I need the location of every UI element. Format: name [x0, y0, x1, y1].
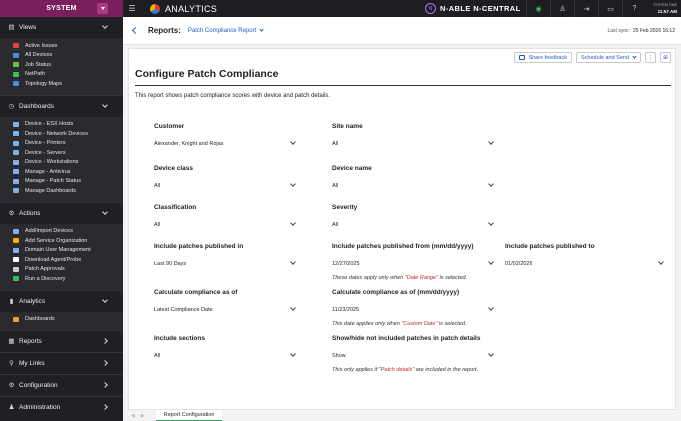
- classification-label: Classification: [154, 204, 197, 211]
- include-sections-label: Include sections: [154, 335, 205, 342]
- sidebar-item[interactable]: [13, 274, 123, 284]
- report-selector-value: Patch Compliance Report: [187, 27, 257, 34]
- item-icon: [13, 160, 19, 165]
- sidebar-item[interactable]: [13, 129, 123, 139]
- item-icon: [13, 169, 19, 174]
- help-icon[interactable]: ?: [622, 0, 646, 17]
- show-hide-note: [332, 367, 478, 373]
- site-name-field: [332, 123, 495, 147]
- last-sync: [608, 28, 676, 34]
- note-text: is selected.: [438, 275, 468, 281]
- note-text: is selected.: [437, 321, 467, 327]
- link-icon: ⚲: [9, 360, 14, 367]
- compliance-date-input[interactable]: 11/23/2025: [332, 306, 360, 313]
- item-icon: [13, 43, 19, 48]
- page-title: Configure Patch Compliance: [135, 68, 279, 80]
- section-administration-title: Administration: [19, 404, 61, 411]
- published-to-field: [505, 243, 665, 267]
- page-description: This report shows patch compliance scores with device and patch details.: [135, 93, 331, 99]
- section-dashboards[interactable]: [0, 96, 123, 117]
- item-icon: [13, 62, 19, 67]
- item-icon: [13, 131, 19, 136]
- sidebar-item[interactable]: [13, 60, 123, 70]
- section-analytics-title: Analytics: [19, 297, 46, 305]
- sidebar-item-label: Add Service Organization: [25, 237, 88, 244]
- tab-report-configuration[interactable]: Report Configuration: [156, 410, 223, 421]
- note-text: These dates apply only when: [332, 275, 405, 281]
- chevron-down-icon: [260, 27, 264, 31]
- severity-select[interactable]: All: [332, 221, 339, 228]
- sidebar-item[interactable]: [13, 120, 123, 130]
- item-icon: [13, 317, 19, 322]
- published-in-field: [154, 243, 297, 267]
- sidebar: [0, 0, 123, 421]
- analytics-list: [0, 312, 123, 331]
- device-name-label: Device name: [332, 165, 372, 172]
- published-to-input[interactable]: 01/02/2026: [505, 260, 533, 267]
- item-icon: [13, 229, 19, 234]
- classification-select[interactable]: All: [154, 221, 161, 228]
- schedule-send-button[interactable]: [576, 52, 641, 63]
- item-icon: [13, 179, 19, 184]
- compliance-date-field: [332, 289, 495, 327]
- severity-label: Severity: [332, 204, 358, 211]
- dashboards-list: [0, 117, 123, 202]
- section-actions[interactable]: [0, 203, 123, 224]
- item-icon: [13, 248, 19, 253]
- section-dashboards-title: Dashboards: [19, 102, 55, 110]
- site-name-select[interactable]: All: [332, 140, 339, 147]
- item-icon: [13, 72, 19, 77]
- chevron-down-icon: [101, 7, 105, 10]
- dashboard-icon: ◷: [8, 102, 15, 110]
- section-views-title: Views: [19, 24, 37, 31]
- sidebar-item-label: Domain User Management: [25, 247, 91, 254]
- device-name-field: [332, 165, 495, 189]
- system-time: [653, 3, 677, 14]
- sidebar-item[interactable]: [13, 236, 123, 246]
- section-views[interactable]: [0, 17, 123, 38]
- title-divider: [135, 85, 671, 86]
- top-bar: [123, 0, 681, 17]
- customer-label: Customer: [154, 123, 185, 130]
- sidebar-item-label: Device - ESX Hosts: [25, 121, 74, 128]
- device-name-select[interactable]: All: [332, 182, 339, 189]
- sidebar-item[interactable]: [13, 158, 123, 168]
- site-name-label: Site name: [332, 123, 363, 130]
- gear-icon: ⚙: [8, 209, 15, 217]
- system-time-value: 11:57 AM: [657, 9, 677, 14]
- compliance-as-of-select[interactable]: Latest Compliance Date: [154, 306, 213, 313]
- logout-icon[interactable]: ⇥: [574, 0, 598, 17]
- classification-field: [154, 204, 297, 228]
- chevron-right-icon: [102, 360, 108, 366]
- device-class-select[interactable]: All: [154, 182, 161, 189]
- sidebar-item[interactable]: [13, 255, 123, 265]
- sidebar-item[interactable]: [13, 79, 123, 89]
- sidebar-item[interactable]: [13, 148, 123, 158]
- list-icon: ▤: [8, 24, 15, 31]
- customer-select[interactable]: Alexander, Knight and Rojas: [154, 140, 224, 147]
- back-arrow-icon[interactable]: [132, 27, 139, 34]
- section-my-links-title: My Links: [19, 360, 45, 367]
- panel-toolbar: [514, 52, 671, 63]
- section-reports-title: Reports: [19, 338, 42, 345]
- export-button[interactable]: [660, 52, 671, 63]
- device-class-field: [154, 165, 297, 189]
- published-from-note: [332, 275, 467, 281]
- sidebar-item[interactable]: [13, 70, 123, 80]
- report-config-panel: [128, 48, 676, 410]
- reports-label: Reports:: [148, 26, 181, 35]
- item-icon: [13, 81, 19, 86]
- item-icon: [13, 141, 19, 146]
- include-sections-select[interactable]: All: [154, 352, 161, 359]
- include-sections-field: [154, 335, 297, 359]
- section-configuration-title: Configuration: [19, 382, 58, 389]
- section-configuration[interactable]: [0, 375, 123, 396]
- report-icon: ▦: [8, 338, 15, 345]
- reports-header: [123, 17, 681, 45]
- sidebar-item-label: Topology Maps: [25, 80, 62, 87]
- compliance-as-of-label: Calculate compliance as of: [154, 289, 238, 296]
- item-icon: [13, 150, 19, 155]
- sidebar-item[interactable]: [13, 227, 123, 237]
- customer-field: [154, 123, 297, 147]
- report-selector[interactable]: [188, 28, 263, 34]
- chevron-down-icon: [102, 102, 108, 108]
- main-area: [123, 17, 681, 421]
- published-from-label: Include patches published from (mm/dd/yyyy): [332, 243, 474, 250]
- analytics-logo-icon: [150, 4, 160, 14]
- published-from-field: [332, 243, 495, 281]
- ncentral-brand: N-ABLE N-CENTRAL: [440, 4, 521, 13]
- feedback-icon: [519, 55, 525, 60]
- show-hide-label: Show/hide not included patches in patch details: [332, 335, 481, 342]
- system-dropdown-button[interactable]: [97, 3, 108, 14]
- sidebar-item[interactable]: [13, 51, 123, 61]
- item-icon: [13, 188, 19, 193]
- bottom-tab-bar: [128, 410, 676, 421]
- sidebar-item-label: Device - Printers: [25, 140, 66, 147]
- sidebar-item[interactable]: [13, 315, 123, 325]
- sidebar-item[interactable]: [13, 265, 123, 275]
- sidebar-item-label: Device - Servers: [25, 149, 66, 156]
- note-highlight: "Date Range": [404, 275, 439, 281]
- sidebar-item[interactable]: [13, 41, 123, 51]
- share-feedback-button[interactable]: [514, 52, 572, 63]
- item-icon: [13, 276, 19, 281]
- share-feedback-label: Share feedback: [528, 54, 567, 61]
- device-class-label: Device class: [154, 165, 194, 172]
- chevron-down-icon: [102, 23, 108, 29]
- sidebar-item-label: Device - Network Devices: [25, 130, 88, 137]
- section-analytics[interactable]: [0, 291, 123, 312]
- kebab-icon: ⋮: [647, 54, 654, 61]
- compliance-as-of-field: [154, 289, 297, 313]
- user-icon: ♟: [8, 404, 15, 411]
- system-selector[interactable]: [0, 0, 123, 17]
- sidebar-item[interactable]: [13, 246, 123, 256]
- sidebar-item-label: Add/Import Devices: [25, 228, 73, 235]
- sidebar-item[interactable]: [13, 139, 123, 149]
- message-icon[interactable]: ▭: [598, 0, 622, 17]
- sidebar-item-label: Device - Workstations: [25, 159, 79, 166]
- published-to-label: Include patches published to: [505, 243, 595, 250]
- compliance-date-note: [332, 321, 466, 327]
- note-highlight: "Patch details": [378, 367, 415, 373]
- analytics-icon: ▮: [9, 297, 14, 305]
- system-time-label: SYSTEM TIME: [653, 3, 677, 7]
- item-icon: [13, 267, 19, 272]
- published-in-select[interactable]: Last 90 Days: [154, 260, 187, 267]
- item-icon: [13, 257, 19, 262]
- sidebar-item-label: Manage Dashboards: [25, 187, 77, 194]
- chevron-down-icon: [102, 297, 108, 303]
- chevron-right-icon: [102, 404, 108, 410]
- ncentral-logo-icon: N: [425, 3, 436, 14]
- section-my-links[interactable]: [0, 353, 123, 374]
- section-administration[interactable]: [0, 397, 123, 418]
- note-text: This only applies if: [332, 367, 379, 373]
- chevron-down-icon: [102, 209, 108, 215]
- cog-icon: ⚙: [8, 382, 15, 389]
- compliance-date-label: Calculate compliance as of (mm/dd/yyyy): [332, 289, 460, 296]
- tab-scroll-left-icon[interactable]: ◀: [131, 413, 135, 419]
- profile-icon[interactable]: ♙: [550, 0, 574, 17]
- item-icon: [13, 122, 19, 127]
- sidebar-item-label: Dashboards: [25, 316, 55, 323]
- last-sync-label: Last sync:: [607, 28, 631, 34]
- sidebar-item-label: Job Status: [25, 61, 51, 68]
- sidebar-item-label: Active Issues: [25, 42, 58, 49]
- system-label: SYSTEM: [46, 5, 77, 12]
- actions-list: [0, 224, 123, 290]
- export-icon: ⊞: [663, 54, 668, 61]
- sidebar-item-label: Patch Approvals: [25, 266, 65, 273]
- app-brand: ANALYTICS: [165, 3, 218, 14]
- sidebar-item-label: Run a Discovery: [25, 275, 66, 282]
- chevron-right-icon: [102, 338, 108, 344]
- sidebar-item[interactable]: [13, 167, 123, 177]
- sidebar-item-label: NetPath: [25, 71, 45, 78]
- last-sync-value: 25 Feb 2026 16:12: [633, 28, 675, 34]
- note-text: This date applies only when: [332, 321, 402, 327]
- note-text: are included in the report.: [414, 367, 479, 373]
- severity-field: [332, 204, 495, 228]
- section-reports[interactable]: [0, 331, 123, 352]
- note-highlight: "Custom Date": [401, 321, 438, 327]
- chevron-down-icon: [632, 54, 636, 58]
- sidebar-item[interactable]: [13, 177, 123, 187]
- chevron-right-icon: [102, 382, 108, 388]
- sidebar-item-label: Manage - Patch Status: [25, 178, 81, 185]
- schedule-send-label: Schedule and Send: [580, 54, 629, 61]
- more-options-button[interactable]: [645, 52, 656, 63]
- sidebar-item-label: Download Agent/Probe: [25, 256, 82, 263]
- sidebar-item-label: All Devices: [25, 52, 53, 59]
- tab-scroll-right-icon[interactable]: ▶: [140, 413, 145, 419]
- health-icon[interactable]: ◉: [526, 0, 550, 17]
- show-hide-field: [332, 335, 495, 373]
- menu-collapse-icon[interactable]: ☰: [128, 4, 136, 13]
- show-hide-select[interactable]: Show: [332, 352, 346, 359]
- views-list: [0, 38, 123, 95]
- topbar-icons: [526, 0, 646, 17]
- item-icon: [13, 53, 19, 58]
- published-from-input[interactable]: 12/27/2025: [332, 260, 360, 267]
- published-in-label: Include patches published in: [154, 243, 244, 250]
- item-icon: [13, 238, 19, 243]
- sidebar-item[interactable]: [13, 186, 123, 196]
- sidebar-item-label: Manage - Antivirus: [25, 168, 71, 175]
- section-actions-title: Actions: [19, 209, 41, 217]
